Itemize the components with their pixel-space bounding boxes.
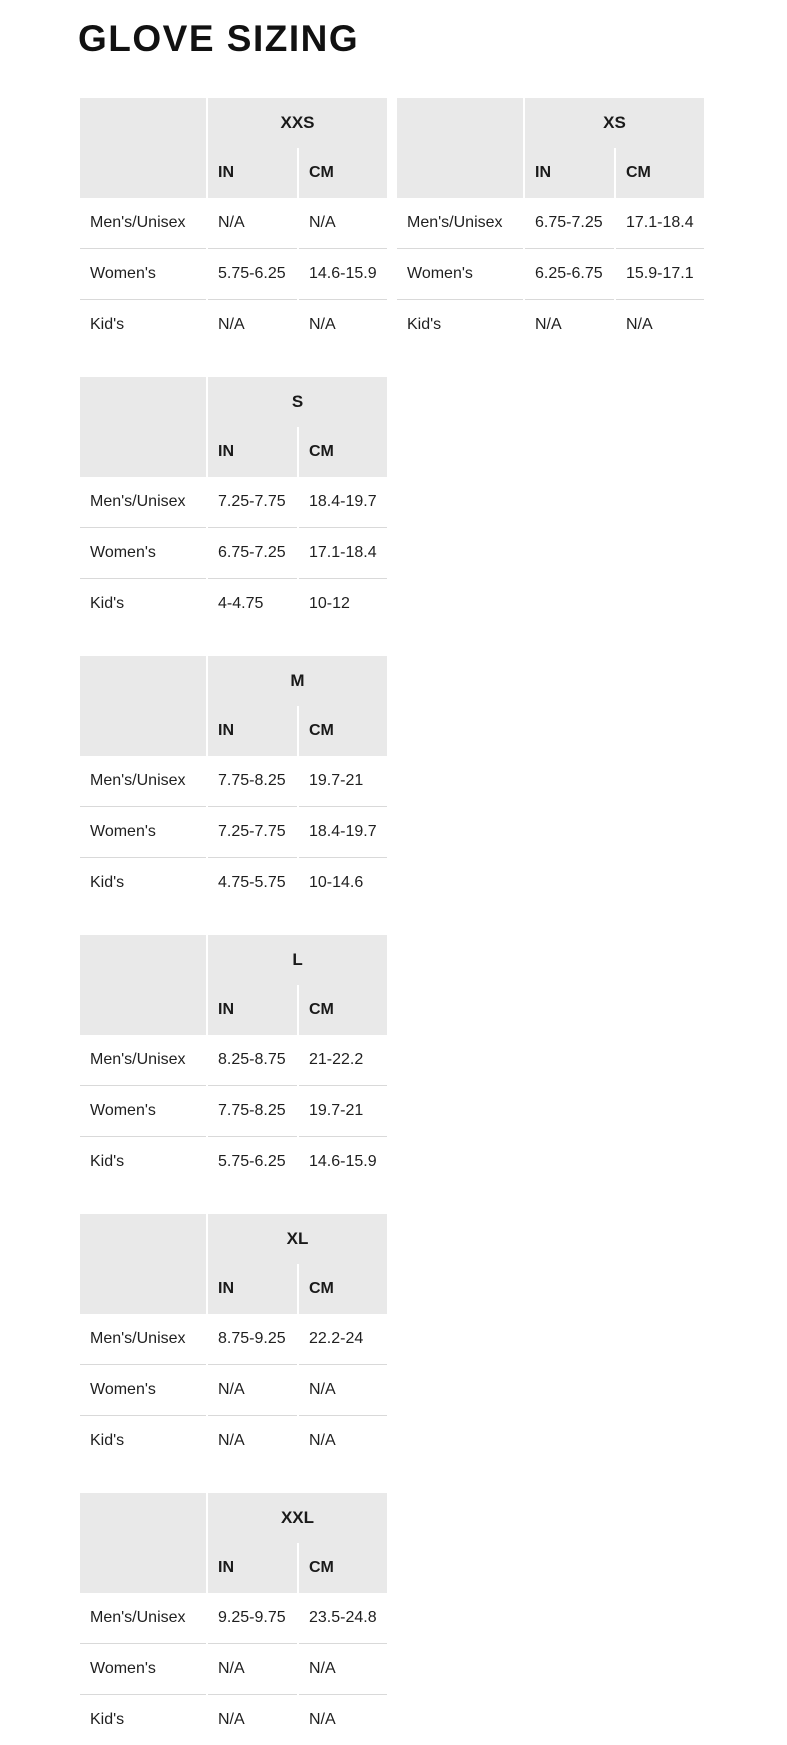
- table-row: [397, 249, 704, 300]
- cell-value: 15.9-17.1: [616, 249, 704, 300]
- cell-value: 7.25-7.75: [208, 477, 297, 528]
- cell-value: 17.1-18.4: [299, 528, 387, 579]
- size-label: XL: [208, 1214, 387, 1264]
- cell-value: N/A: [208, 1695, 297, 1745]
- row-label: Women's: [397, 249, 523, 300]
- unit-header-in: IN: [208, 148, 297, 198]
- table-corner: [80, 377, 206, 477]
- row-label: Men's/Unisex: [397, 198, 523, 249]
- unit-header-in: IN: [525, 148, 614, 198]
- size-label: XXS: [208, 98, 387, 148]
- cell-value: N/A: [616, 300, 704, 350]
- cell-value: 8.25-8.75: [208, 1035, 297, 1086]
- table-row: [80, 807, 387, 858]
- size-table-xxl: [78, 1493, 389, 1745]
- size-label: XXL: [208, 1493, 387, 1543]
- size-label: XS: [525, 98, 704, 148]
- cell-value: 17.1-18.4: [616, 198, 704, 249]
- size-table-xl: [78, 1214, 389, 1466]
- cell-value: 22.2-24: [299, 1314, 387, 1365]
- cell-value: 6.75-7.25: [208, 528, 297, 579]
- row-label: Women's: [80, 249, 206, 300]
- table-row: [80, 858, 387, 908]
- table-corner: [80, 1214, 206, 1314]
- unit-header-in: IN: [208, 427, 297, 477]
- table-row: [80, 300, 387, 350]
- cell-value: 18.4-19.7: [299, 807, 387, 858]
- row-label: Kid's: [80, 1137, 206, 1187]
- cell-value: 9.25-9.75: [208, 1593, 297, 1644]
- cell-value: 7.75-8.25: [208, 756, 297, 807]
- table-row: [80, 1644, 387, 1695]
- row-label: Men's/Unisex: [80, 477, 206, 528]
- row-label: Kid's: [80, 858, 206, 908]
- cell-value: 6.75-7.25: [525, 198, 614, 249]
- row-label: Men's/Unisex: [80, 756, 206, 807]
- table-row: [80, 198, 387, 249]
- cell-value: 4-4.75: [208, 579, 297, 629]
- table-row: [80, 1695, 387, 1745]
- row-label: Men's/Unisex: [80, 198, 206, 249]
- cell-value: 8.75-9.25: [208, 1314, 297, 1365]
- page-title: GLOVE SIZING: [78, 18, 360, 59]
- row-label: Women's: [80, 807, 206, 858]
- cell-value: N/A: [208, 1644, 297, 1695]
- table-row: [80, 528, 387, 579]
- cell-value: N/A: [208, 1365, 297, 1416]
- row-label: Kid's: [80, 1416, 206, 1466]
- size-table-m: [78, 656, 389, 908]
- cell-value: 5.75-6.25: [208, 1137, 297, 1187]
- unit-header-in: IN: [208, 1264, 297, 1314]
- cell-value: 4.75-5.75: [208, 858, 297, 908]
- unit-header-cm: CM: [299, 1543, 387, 1593]
- row-label: Kid's: [80, 1695, 206, 1745]
- size-table-l: [78, 935, 389, 1187]
- cell-value: N/A: [208, 300, 297, 350]
- cell-value: 14.6-15.9: [299, 1137, 387, 1187]
- table-corner: [80, 656, 206, 756]
- unit-header-in: IN: [208, 1543, 297, 1593]
- row-label: Men's/Unisex: [80, 1035, 206, 1086]
- table-row: [80, 1137, 387, 1187]
- size-table-xxs: [78, 98, 389, 350]
- table-row: [80, 1314, 387, 1365]
- table-row: [80, 1416, 387, 1466]
- table-row: [397, 198, 704, 249]
- table-corner: [397, 98, 523, 198]
- cell-value: 7.25-7.75: [208, 807, 297, 858]
- cell-value: 18.4-19.7: [299, 477, 387, 528]
- unit-header-cm: CM: [299, 706, 387, 756]
- table-corner: [80, 98, 206, 198]
- row-label: Men's/Unisex: [80, 1593, 206, 1644]
- cell-value: 19.7-21: [299, 756, 387, 807]
- cell-value: 19.7-21: [299, 1086, 387, 1137]
- row-label: Women's: [80, 1644, 206, 1695]
- cell-value: N/A: [299, 300, 387, 350]
- table-corner: [80, 935, 206, 1035]
- table-row: [80, 1593, 387, 1644]
- unit-header-in: IN: [208, 985, 297, 1035]
- size-table-xs: [395, 98, 706, 350]
- cell-value: 21-22.2: [299, 1035, 387, 1086]
- cell-value: 23.5-24.8: [299, 1593, 387, 1644]
- cell-value: N/A: [208, 198, 297, 249]
- unit-header-cm: CM: [616, 148, 704, 198]
- row-label: Women's: [80, 1365, 206, 1416]
- cell-value: N/A: [299, 1695, 387, 1745]
- table-row: [80, 579, 387, 629]
- table-row: [80, 1365, 387, 1416]
- size-label: L: [208, 935, 387, 985]
- unit-header-in: IN: [208, 706, 297, 756]
- row-label: Kid's: [397, 300, 523, 350]
- cell-value: N/A: [299, 198, 387, 249]
- size-label: S: [208, 377, 387, 427]
- size-table-s: [78, 377, 389, 629]
- cell-value: 14.6-15.9: [299, 249, 387, 300]
- row-label: Women's: [80, 528, 206, 579]
- cell-value: N/A: [525, 300, 614, 350]
- unit-header-cm: CM: [299, 148, 387, 198]
- row-label: Kid's: [80, 579, 206, 629]
- cell-value: N/A: [299, 1365, 387, 1416]
- unit-header-cm: CM: [299, 1264, 387, 1314]
- table-row: [397, 300, 704, 350]
- table-row: [80, 1086, 387, 1137]
- cell-value: 10-14.6: [299, 858, 387, 908]
- cell-value: N/A: [299, 1644, 387, 1695]
- cell-value: 6.25-6.75: [525, 249, 614, 300]
- size-tables-grid: [78, 98, 706, 1745]
- cell-value: N/A: [208, 1416, 297, 1466]
- table-row: [80, 756, 387, 807]
- cell-value: 7.75-8.25: [208, 1086, 297, 1137]
- cell-value: 5.75-6.25: [208, 249, 297, 300]
- table-corner: [80, 1493, 206, 1593]
- row-label: Men's/Unisex: [80, 1314, 206, 1365]
- row-label: Women's: [80, 1086, 206, 1137]
- table-row: [80, 1035, 387, 1086]
- row-label: Kid's: [80, 300, 206, 350]
- unit-header-cm: CM: [299, 985, 387, 1035]
- size-label: M: [208, 656, 387, 706]
- cell-value: 10-12: [299, 579, 387, 629]
- unit-header-cm: CM: [299, 427, 387, 477]
- cell-value: N/A: [299, 1416, 387, 1466]
- table-row: [80, 477, 387, 528]
- table-row: [80, 249, 387, 300]
